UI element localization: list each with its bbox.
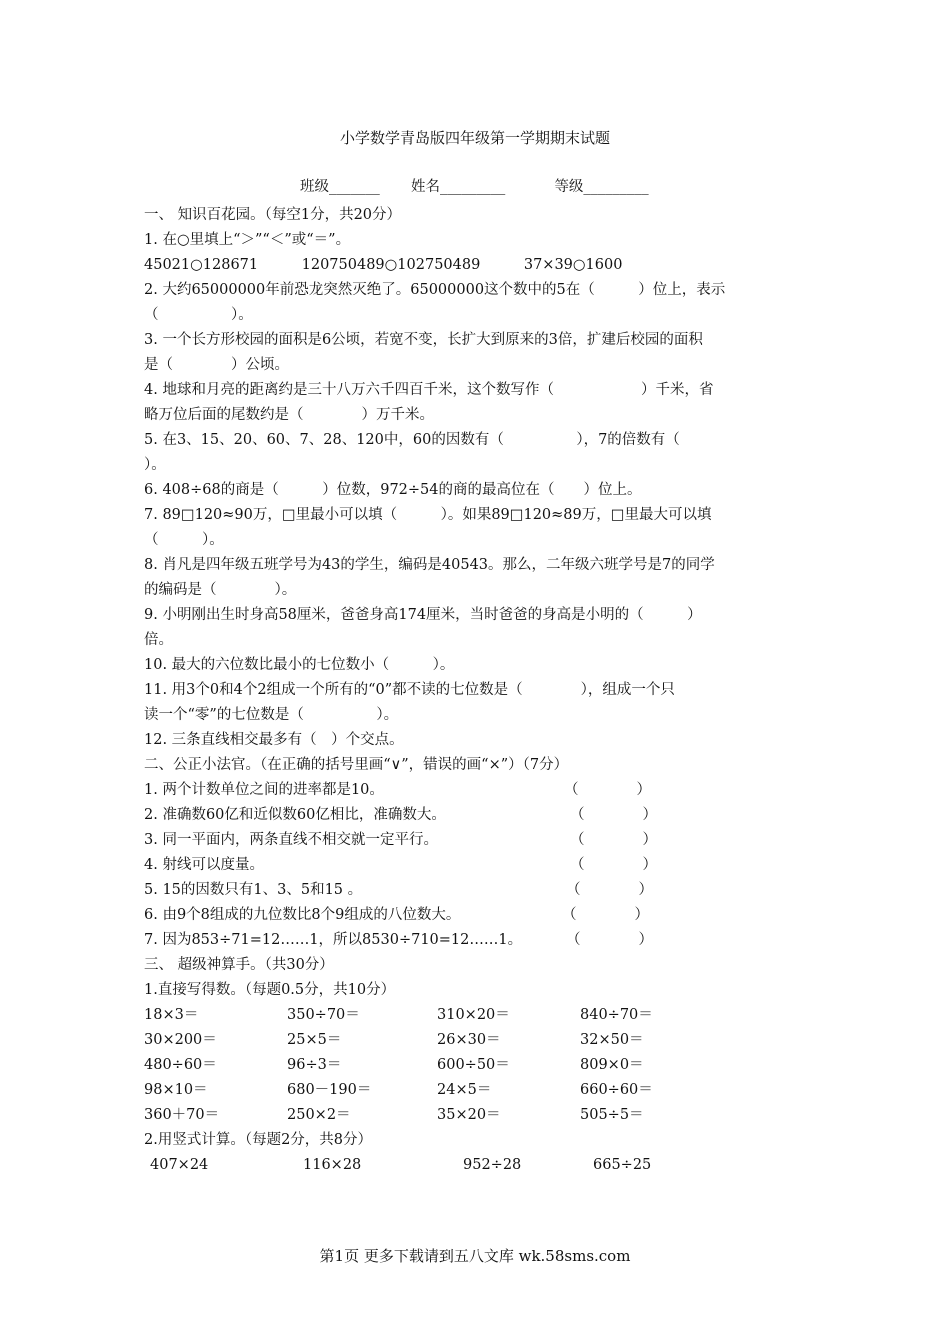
question-line: （ ）。: [144, 307, 253, 323]
judge-item: [144, 903, 814, 928]
answer-bracket: （ ）: [566, 882, 653, 898]
judge-item: [144, 803, 814, 828]
grade-field: 等级_________: [554, 179, 649, 195]
judge-item: [144, 778, 814, 803]
oral-item: 250×2＝: [287, 1107, 351, 1123]
answer-bracket: （ ）: [562, 907, 649, 923]
judge-question: 2. 准确数60亿和近似数60亿相比，准确数大。: [144, 807, 446, 823]
vertical-item: 665÷25: [593, 1157, 652, 1173]
vertical-item: 407×24: [150, 1157, 209, 1173]
oral-item: 600÷50＝: [437, 1057, 510, 1073]
oral-row: [144, 1028, 814, 1053]
question-line: 是（ ）公顷。: [144, 357, 289, 373]
question-line: 11. 用3个0和4个2组成一个所有的“0”都不读的七位数是（ ），组成一个只: [144, 682, 675, 698]
question-line: 倍。: [144, 632, 173, 648]
answer-bracket: （ ）: [564, 782, 651, 798]
oral-item: 24×5＝: [437, 1082, 492, 1098]
answer-bracket: （ ）: [570, 832, 657, 848]
question-line: 3. 一个长方形校园的面积是6公顷，若宽不变，长扩大到原来的3倍，扩建后校园的面积: [144, 332, 703, 348]
answer-bracket: （ ）: [570, 807, 657, 823]
oral-row: [144, 1103, 814, 1128]
section-1-heading: 一、 知识百花园。（每空1分，共20分）: [144, 207, 402, 223]
question-line: ）。: [144, 457, 166, 473]
name-field: 姓名_________: [410, 179, 506, 195]
question-line: 2. 大约65000000年前恐龙突然灭绝了。65000000这个数中的5在（ ）位上，表示: [144, 282, 726, 298]
question-line: 略万位后面的尾数约是（ ）万千米。: [144, 407, 434, 423]
oral-item: 25×5＝: [287, 1032, 342, 1048]
question-line: （ ）。: [144, 532, 224, 548]
oral-item: 840÷70＝: [580, 1007, 653, 1023]
oral-row: [144, 1003, 814, 1028]
question-line: 的编码是（ ）。: [144, 582, 297, 598]
vertical-item: 952÷28: [463, 1157, 522, 1173]
judge-question: 1. 两个计数单位之间的进率都是10。: [144, 782, 384, 798]
oral-item: 32×50＝: [580, 1032, 644, 1048]
question-line: 45021○128671 120750489○102750489 37×39○1600: [144, 257, 623, 273]
section-3-heading: 三、 超级神算手。（共30分）: [144, 957, 334, 973]
exam-content: [144, 203, 814, 1178]
oral-item: 360＋70＝: [144, 1107, 220, 1123]
class-field: 班级_______: [300, 179, 380, 195]
oral-item: 98×10＝: [144, 1082, 208, 1098]
judge-item: [144, 853, 814, 878]
question-line: 1. 在○里填上“＞”“＜”或“＝”。: [144, 232, 351, 248]
oral-row: [144, 1078, 814, 1103]
oral-item: 350÷70＝: [287, 1007, 360, 1023]
judge-item: [144, 928, 814, 953]
subsection-vertical: 2.用竖式计算。（每题2分，共8分）: [144, 1132, 373, 1148]
judge-question: 3. 同一平面内，两条直线不相交就一定平行。: [144, 832, 438, 848]
oral-item: 96÷3＝: [287, 1057, 342, 1073]
oral-item: 26×30＝: [437, 1032, 501, 1048]
question-line: 6. 408÷68的商是（ ）位数，972÷54的商的最高位在（ ）位上。: [144, 482, 642, 498]
oral-item: 660÷60＝: [580, 1082, 653, 1098]
question-line: 10. 最大的六位数比最小的七位数小（ ）。: [144, 657, 455, 673]
judge-item: [144, 828, 814, 853]
question-line: 12. 三条直线相交最多有（ ）个交点。: [144, 732, 404, 748]
oral-item: 809×0＝: [580, 1057, 644, 1073]
judge-question: 6. 由9个8组成的九位数比8个9组成的八位数大。: [144, 907, 461, 923]
oral-item: 18×3＝: [144, 1007, 199, 1023]
answer-bracket: （ ）: [570, 857, 657, 873]
judge-question: 7. 因为853÷71=12……1，所以8530÷710=12……1。: [144, 932, 523, 948]
judge-question: 5. 15的因数只有1、3、5和15 。: [144, 882, 363, 898]
oral-item: 680－190＝: [287, 1082, 372, 1098]
oral-item: 480÷60＝: [144, 1057, 217, 1073]
oral-item: 310×20＝: [437, 1007, 510, 1023]
page-footer: 第1页 更多下载请到五八文库 wk.58sms.com: [319, 1247, 631, 1265]
oral-item: 505÷5＝: [580, 1107, 644, 1123]
subsection-oral: 1.直接写得数。（每题0.5分，共10分）: [144, 982, 396, 998]
answer-bracket: （ ）: [566, 932, 653, 948]
question-line: 7. 89□120≈90万，□里最小可以填（ ）。如果89□120≈89万，□里最大可以填: [144, 507, 712, 523]
vertical-calc-row: [144, 1153, 814, 1178]
question-line: 5. 在3、15、20、60、7、28、120中，60的因数有（ ），7的倍数有（: [144, 432, 680, 448]
student-info-line: [300, 175, 649, 196]
question-line: 4. 地球和月亮的距离约是三十八万六千四百千米，这个数写作（ ）千米，省: [144, 382, 714, 398]
section-2-heading: 二、公正小法官。（在正确的括号里画“∨”，错误的画“×”）（7分）: [144, 757, 569, 773]
question-line: 读一个“零”的七位数是（ ）。: [144, 707, 399, 723]
page-title: 小学数学青岛版四年级第一学期期末试题: [339, 129, 610, 147]
vertical-item: 116×28: [303, 1157, 362, 1173]
oral-row: [144, 1053, 814, 1078]
question-line: 8. 肖凡是四年级五班学号为43的学生，编码是40543。那么，二年级六班学号是7的同学: [144, 557, 715, 573]
judge-question: 4. 射线可以度量。: [144, 857, 264, 873]
judge-item: [144, 878, 814, 903]
oral-item: 30×200＝: [144, 1032, 217, 1048]
oral-item: 35×20＝: [437, 1107, 501, 1123]
question-line: 9. 小明刚出生时身高58厘米，爸爸身高174厘米，当时爸爸的身高是小明的（ ）: [144, 607, 702, 623]
